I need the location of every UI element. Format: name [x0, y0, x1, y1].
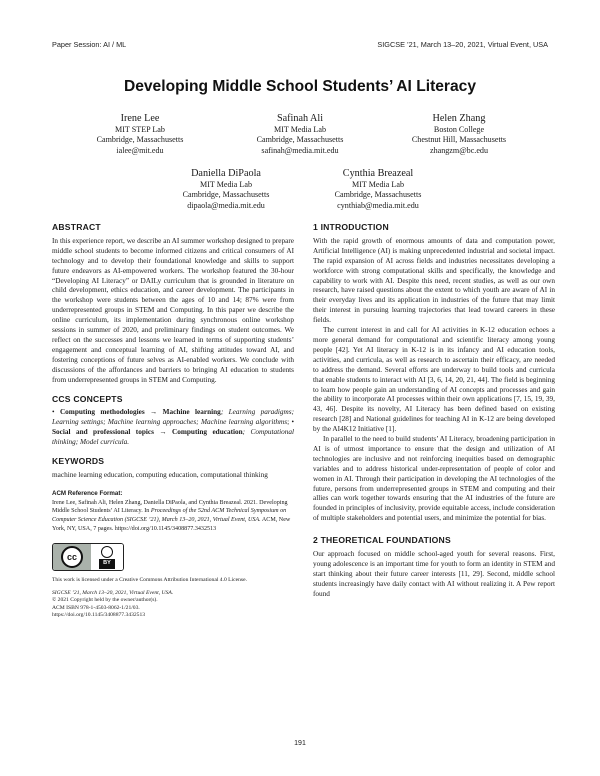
acm-reference-proceedings: Proceedings of the 52nd ACM Technical Symposium on Computer Science Education (SIGCSE ’21), March 13–20, 2021, Virtual Event, USA.	[52, 508, 287, 523]
theoretical-foundations-heading: 2 THEORETICAL FOUNDATIONS	[313, 535, 451, 546]
copyright-meta	[52, 590, 294, 620]
introduction-heading: 1 INTRODUCTION	[313, 222, 389, 232]
by-label: BY	[99, 559, 115, 569]
theory-paragraph: Our approach focused on middle school-aged youth for several reasons. First, young adolescence is an important time for youth to form an identity in STEM and start thinking about their future career interests [11, 29]. Second, middle school students increasingly have daily contact with AI without realizing it. A Pew report found	[313, 550, 555, 598]
page-number: 191	[294, 740, 306, 747]
ccs-concept-2: Social and professional topics → Computing education	[52, 428, 243, 437]
intro-paragraph: With the rapid growth of enormous amounts of data and computation power, Artificial Intelligence (AI) is making unprecedented industrial and societal impact. The rapid expansion of AI across fields and industries necessitates developing a workforce with strong computational skills and specifically, the knowledge and capability to work with AI. Despite this need, recent studies, as well as our own research, have raised questions about the extent to which youth are aware of AI in their everyday lives and its application in industries of the future that may limit their interest in pursuing learning trajectories that lead toward careers in these fields.	[313, 236, 555, 325]
author-affiliation: MIT Media Lab	[274, 125, 326, 134]
author-email[interactable]: zhangzm@bc.edu	[429, 145, 489, 155]
ccs-concept-2-detail: ; Computational thinking; Model curricula.	[52, 428, 295, 447]
meta-doi-link[interactable]: https://doi.org/10.1145/3408877.3432513	[52, 612, 146, 619]
abstract-heading: ABSTRACT	[52, 222, 101, 232]
author-name: Cynthia Breazeal	[342, 168, 414, 179]
cc-label: cc	[61, 546, 83, 568]
keywords-text: machine learning education, computing education, computational thinking	[52, 470, 268, 479]
meta-isbn: ACM ISBN 978-1-4503-8062-1/21/03.	[52, 604, 140, 611]
author-location: Chestnut Hill, Massachusetts	[411, 135, 507, 145]
author-affiliation: MIT Media Lab	[352, 180, 404, 189]
author-name: Irene Lee	[120, 113, 160, 124]
author-name: Helen Zhang	[432, 113, 486, 124]
meta-venue: SIGCSE ’21, March 13–20, 2021, Virtual Event, USA.	[52, 589, 174, 596]
author-affiliation: MIT Media Lab	[200, 180, 252, 189]
acm-reference-doi[interactable]: ACM, New York, NY, USA, 7 pages. https://doi.org/10.1145/3408877.3432513	[52, 516, 291, 532]
right-column	[313, 223, 555, 600]
left-column	[52, 223, 294, 620]
author-block	[298, 168, 458, 211]
intro-paragraph: In parallel to the need to build students’ AI Literacy, broadening participation in AI is of utmost importance to ensure that the design and utilization of AI technologies are inclusive and not reinforcing inequities based on demographic variables and to address historical under-representation of people of color and women in AI. Through their participation in developing the AI technologies of the future, persons from underrepresented groups in STEM and computing and their allies can work together towards ensuring that the AI industries of the future are founded in principles of inclusivity, provide equitable access, include consideration of multiple stakeholders and potential users, and minimize the potential for bias.	[313, 435, 555, 523]
cc-by-license-icon[interactable]	[52, 543, 124, 571]
running-header-right: SIGCSE ’21, March 13–20, 2021, Virtual Event, USA	[377, 40, 548, 49]
ccs-bullet: •	[52, 408, 55, 417]
author-affiliation: Boston College	[433, 125, 485, 134]
abstract-text: In this experience report, we describe an AI summer workshop designed to prepare middle school students to become informed citizens and critical consumers of AI technology and to develop their foundational knowledge and skills to support future endeavors as AI-empowered workers. The workshop featured the 30-hour “Developing AI Literacy” or DAILy curriculum that is grounded in literature on child development, ethics education, and career development. The participants in the workshop were students between the ages of 10 and 14; 87% were from underrepresented groups in STEM and Computing. In this paper we describe the online curriculum, its implementation during synchronous online workshop sessions in summer of 2020, and preliminary findings on student outcomes. We reflect on the successes and lessons we learned in terms of supporting students’ engagement and conceptual learning of AI, shifting attitudes toward AI, and fostering conceptions of future selves as AI-enabled workers. We conclude with discussions of the affordances and barriers to bringing AI education to students from underrepresented groups in STEM and Computing.	[52, 236, 294, 384]
ccs-concept-1: Computing methodologies → Machine learning	[59, 408, 221, 417]
keywords-heading: KEYWORDS	[52, 456, 105, 467]
author-location: Cambridge, Massachusetts	[334, 190, 422, 200]
ccs-text: • Computing methodologies → Machine learning; Learning paradigms; Learning settings; Machine learning approaches; Machine learning algorithms; • Social and professional topics → Computing education; Computational thinking; Model curricula.	[52, 408, 295, 447]
author-location: Cambridge, Massachusetts	[256, 135, 344, 145]
author-block	[146, 168, 306, 211]
author-email[interactable]: ialee@mit.edu	[116, 145, 164, 155]
ccs-concept-1-detail: ; Learning paradigms; Learning settings; Machine learning approaches; Machine learning algorithms	[52, 408, 294, 427]
author-name: Daniella DiPaola	[191, 168, 261, 179]
meta-copyright: © 2021 Copyright held by the owner/author(s).	[52, 597, 158, 604]
ccs-bullet: •	[291, 418, 295, 427]
acm-reference	[52, 490, 294, 534]
license-text: This work is licensed under a Creative Commons Attribution International 4.0 License.	[52, 577, 247, 584]
intro-paragraph: The current interest in and call for AI activities in K-12 education echoes a more general demand for computational and scientific literacy among young people [42]. Yet AI literacy in K-12 is in its infancy and AI education tools, activities, and curricula, as well as research to ascertain their efficacy, are needed to address the demand. Several efforts are underway to build tools and curricula that enable students to interact with AI [3, 6, 14, 20, 21, 44]. The field is beginning to learn how people gain an understanding of AI concepts and processes and gain the ability to incorporate AI processes within their own applications [7, 15, 19, 39, 43, 46]. Despite its novelty, AI Literacy has been defined based on existing research [28] and National guidelines for teaching AI in K-12 are being developed by the AI4K12 Initiative [1].	[313, 326, 555, 434]
author-location: Cambridge, Massachusetts	[96, 135, 184, 145]
author-email[interactable]: dipaola@media.mit.edu	[187, 200, 265, 210]
author-affiliation: MIT STEP Lab	[115, 125, 165, 134]
author-name: Safinah Ali	[276, 113, 324, 124]
author-location: Cambridge, Massachusetts	[182, 190, 270, 200]
paper-title: Developing Middle School Students’ AI Literacy	[123, 78, 477, 95]
running-header-left: Paper Session: AI / ML	[52, 40, 127, 49]
author-block	[220, 113, 380, 156]
acm-reference-heading: ACM Reference Format:	[52, 489, 123, 497]
ccs-heading: CCS CONCEPTS	[52, 393, 123, 404]
author-email[interactable]: cynthiab@media.mit.edu	[337, 200, 419, 210]
acm-reference-authors: Irene Lee, Safinah Ali, Helen Zhang, Daniella DiPaola, and Cynthia Breazeal. 2021. Developing Middle School Students’ AI Literacy. In	[52, 499, 288, 515]
author-block	[60, 113, 220, 156]
attribution-person-icon	[101, 546, 113, 558]
author-email[interactable]: safinah@media.mit.edu	[261, 145, 339, 155]
author-block	[379, 113, 539, 156]
